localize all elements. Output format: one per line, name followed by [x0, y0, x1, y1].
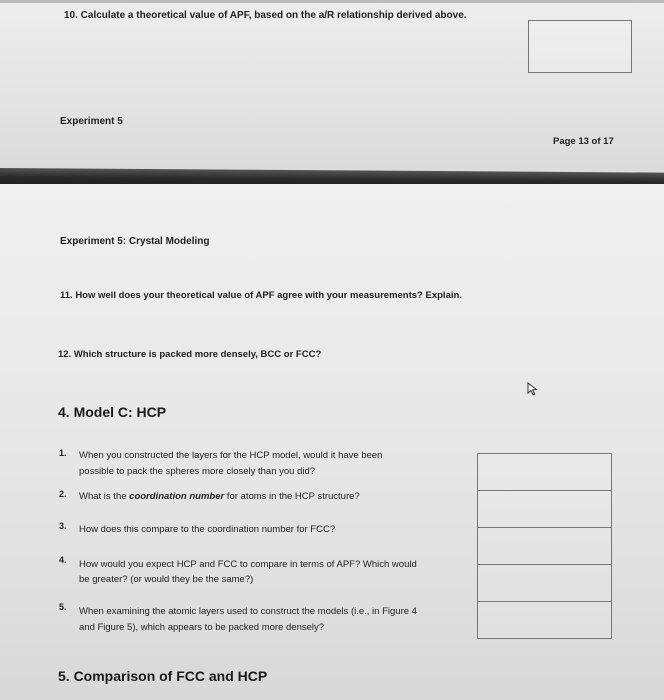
hcp-answer-boxes — [477, 453, 612, 639]
hcp-q1-line-1: When you constructed the layers for the HCP model, would it have been — [79, 450, 383, 461]
hcp-q2-post: for atoms in the HCP structure? — [224, 491, 360, 502]
hcp-q2-emphasis: coordination number — [129, 491, 225, 502]
hcp-q5-line-2: and Figure 5), which appears to be packed more densely? — [79, 622, 325, 633]
answer-box-hcp-q3[interactable] — [477, 527, 612, 564]
hcp-q4-number: 4. — [59, 555, 67, 565]
hcp-q3-number: 3. — [59, 521, 67, 531]
experiment-label: Experiment 5 — [60, 116, 123, 127]
hcp-q1-line-2: possible to pack the spheres more closely than you did? — [79, 466, 316, 477]
hcp-q5-number: 5. — [59, 602, 67, 612]
mouse-cursor-icon — [526, 382, 540, 396]
question-12: 12. Which structure is packed more densely, BCC or FCC? — [58, 349, 322, 360]
hcp-q4-line-1: How would you expect HCP and FCC to compare in terms of APF? Which would — [79, 559, 417, 570]
section-4-heading: 4. Model C: HCP — [58, 404, 167, 420]
experiment-title: Experiment 5: Crystal Modeling — [60, 236, 210, 247]
hcp-q3-line-1: How does this compare to the coordination number for FCC? — [79, 524, 336, 535]
hcp-q4-line-2: be greater? (or would they be the same?) — [79, 574, 254, 585]
page-number: Page 13 of 17 — [553, 136, 614, 147]
question-10: 10. Calculate a theoretical value of APF, based on the a/R relationship derived above. — [64, 10, 467, 21]
answer-box-hcp-q2[interactable] — [477, 490, 612, 527]
top-worksheet-page — [0, 0, 664, 168]
answer-box-hcp-q5[interactable] — [477, 601, 612, 639]
answer-box-hcp-q4[interactable] — [477, 564, 612, 601]
hcp-q2-number: 2. — [59, 489, 67, 499]
section-5-heading: 5. Comparison of FCC and HCP — [58, 668, 268, 684]
answer-box-q10[interactable] — [528, 20, 632, 73]
answer-box-hcp-q1[interactable] — [477, 453, 612, 490]
question-11: 11. How well does your theoretical value of APF agree with your measurements? Explain. — [60, 290, 462, 301]
hcp-q2-pre: What is the — [79, 491, 130, 502]
hcp-q5-line-1: When examining the atomic layers used to construct the models (i.e., in Figure 4 — [79, 606, 417, 617]
hcp-q1-number: 1. — [59, 448, 67, 458]
hcp-q2-text — [79, 491, 360, 502]
top-rule — [0, 0, 664, 3]
